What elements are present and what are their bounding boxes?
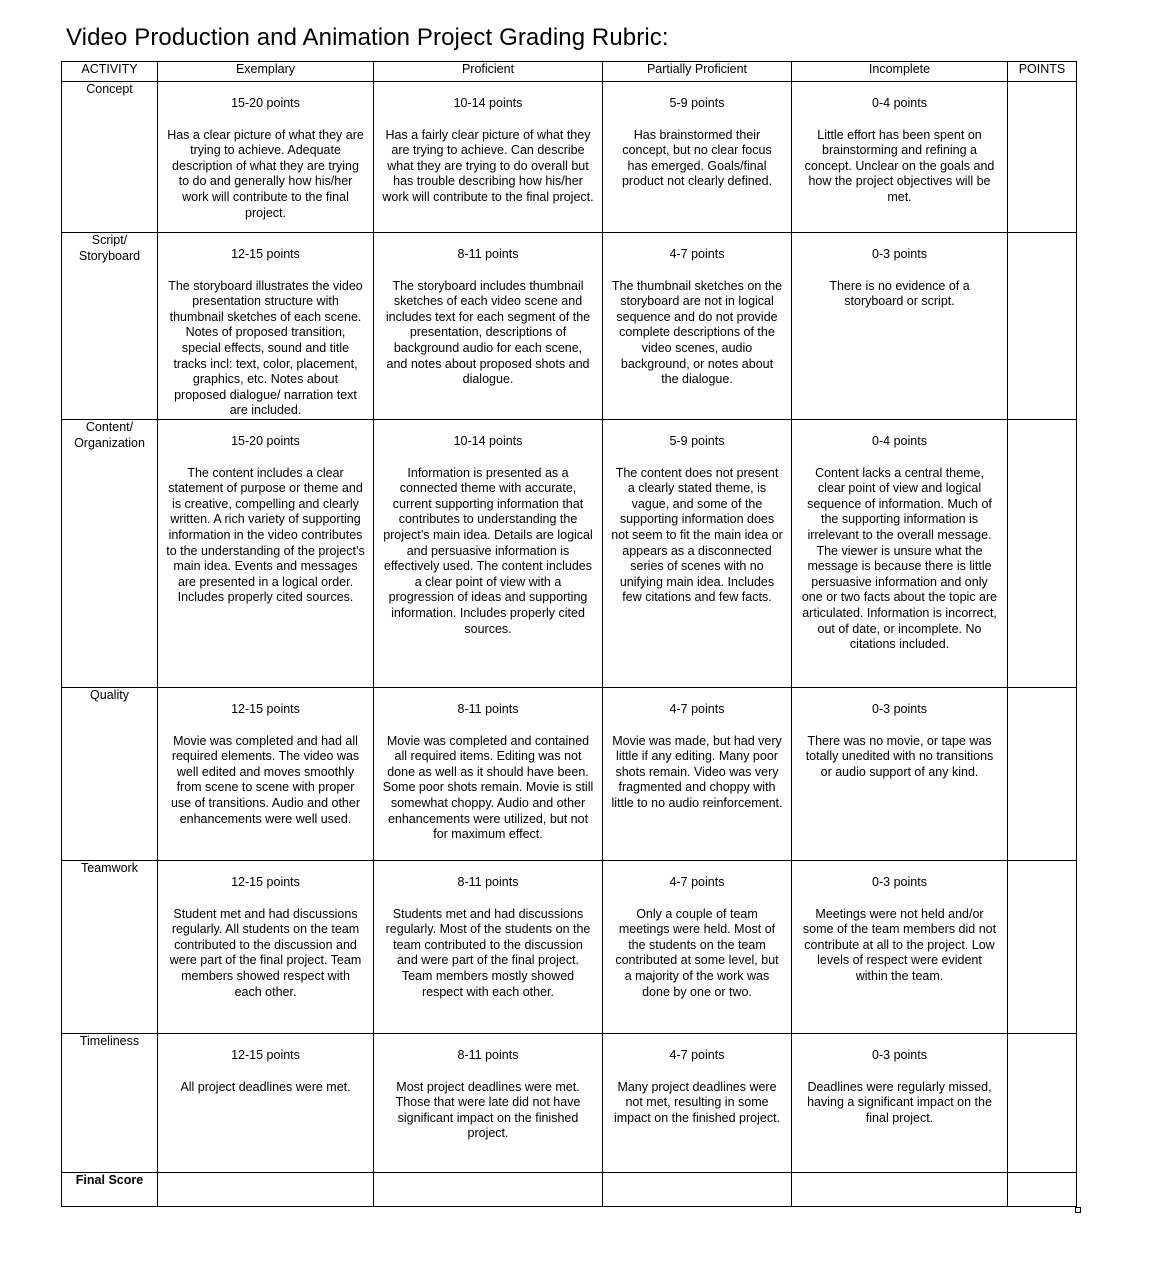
- points-range: 8-11 points: [457, 247, 519, 261]
- criteria-text: Movie was made, but had very little if any editing. Many poor shots remain. Video was very fragmented and choppy with little to no audio reinforcement.: [611, 733, 783, 810]
- criteria-text: Content lacks a central theme, clear point of view and logical sequence of information. Much of the supporting information is irrelevant to the overall message. The viewer is unsure what the message is because there is little persuasive information and only one or two facts about the topic are articulated. Information is incorrect, out of date, or incomplete. No citations included.: [801, 465, 998, 652]
- criteria-text: Student met and had discussions regularly. All students on the team contributed to the discussion and were part of the final project. Team members showed respect with each other.: [169, 906, 362, 999]
- cell-points[interactable]: [1008, 1034, 1077, 1173]
- points-range: 10-14 points: [453, 96, 523, 110]
- row-concept: [62, 82, 1077, 233]
- activity-label-line1: Content/: [85, 420, 134, 434]
- row-timeliness: [62, 1034, 1077, 1173]
- cell-points[interactable]: [1008, 420, 1077, 688]
- activity-label: [62, 233, 158, 420]
- points-range: 4-7 points: [669, 1048, 725, 1062]
- criteria-text: Has a fairly clear picture of what they are trying to achieve. Can describe what they are trying to do overall but has trouble describing how his/her work will contribute to the final project.: [382, 127, 594, 204]
- page-title: Video Production and Animation Project Grading Rubric:: [66, 24, 669, 51]
- cell-exemplary: [158, 688, 374, 861]
- cell-proficient: [374, 688, 603, 861]
- cell-final-points[interactable]: [1008, 1173, 1077, 1207]
- activity-label-line1: Script/: [91, 233, 128, 247]
- activity-label: Quality: [62, 688, 158, 861]
- rubric-table: [61, 61, 1077, 1207]
- criteria-text: Deadlines were regularly missed, having a significant impact on the final project.: [807, 1079, 992, 1125]
- cell-exemplary: [158, 420, 374, 688]
- header-points: POINTS: [1008, 62, 1077, 82]
- cell-exemplary: [158, 861, 374, 1034]
- cell-incomplete: [792, 82, 1008, 233]
- points-range: 12-15 points: [231, 702, 300, 716]
- criteria-text: Movie was completed and had all required elements. The video was well edited and moves smoothly from scene to scene with proper use of transitions. Audio and other enhancements were well used.: [170, 733, 360, 826]
- criteria-text: Information is presented as a connected theme with accurate, current supporting information that contributes to understanding the project’s main idea. Details are logical and persuasive information is effectively used. The content includes a clear point of view with a progression of ideas and supporting information. Includes properly cited sources.: [383, 465, 593, 636]
- table-resize-handle[interactable]: [1075, 1207, 1081, 1213]
- criteria-text: Meetings were not held and/or some of the team members did not contribute at all to the project. Low levels of respect were evident within the team.: [802, 906, 997, 983]
- cell-incomplete: [792, 861, 1008, 1034]
- points-range: 0-3 points: [872, 875, 927, 889]
- cell-exemplary: [158, 233, 374, 420]
- criteria-text: There is no evidence of a storyboard or script.: [829, 278, 970, 309]
- row-script-storyboard: [62, 233, 1077, 420]
- criteria-text: Only a couple of team meetings were held. Most of the students on the team contributed at some level, but a majority of the work was done by one or two.: [615, 906, 779, 999]
- criteria-text: All project deadlines were met.: [180, 1079, 351, 1094]
- criteria-text: Has brainstormed their concept, but no clear focus has emerged. Goals/final product not clearly defined.: [621, 127, 773, 189]
- header-partially-proficient: Partially Proficient: [603, 62, 792, 82]
- points-range: 12-15 points: [231, 247, 300, 261]
- cell-partially-proficient: [603, 233, 792, 420]
- points-range: 15-20 points: [231, 434, 300, 448]
- cell-proficient: [374, 233, 603, 420]
- final-score-label: Final Score: [62, 1173, 158, 1207]
- cell-proficient: [374, 420, 603, 688]
- points-range: 8-11 points: [457, 702, 519, 716]
- cell-incomplete: [792, 1034, 1008, 1173]
- cell-incomplete: [792, 688, 1008, 861]
- activity-label: Teamwork: [62, 861, 158, 1034]
- cell-incomplete: [792, 233, 1008, 420]
- criteria-text: Many project deadlines were not met, resulting in some impact on the finished project.: [613, 1079, 781, 1125]
- points-range: 0-4 points: [872, 434, 927, 448]
- activity-label-line2: Organization: [74, 435, 145, 450]
- header-row: [62, 62, 1077, 82]
- points-range: 0-4 points: [872, 96, 927, 110]
- activity-label: Timeliness: [62, 1034, 158, 1173]
- row-quality: [62, 688, 1077, 861]
- points-range: 4-7 points: [669, 702, 725, 716]
- criteria-text: Has a clear picture of what they are trying to achieve. Adequate description of what they are trying to do and generally how his/her work will contribute to the final project.: [167, 127, 364, 220]
- cell-exemplary: [158, 82, 374, 233]
- points-range: 12-15 points: [231, 875, 300, 889]
- points-range: 8-11 points: [457, 1048, 519, 1062]
- points-range: 12-15 points: [231, 1048, 300, 1062]
- criteria-text: The thumbnail sketches on the storyboard are not in logical sequence and do not provide complete descriptions of the video scenes, audio background, or notes about the dialogue.: [611, 278, 783, 387]
- cell-partially-proficient: [603, 420, 792, 688]
- row-teamwork: [62, 861, 1077, 1034]
- cell-points[interactable]: [1008, 233, 1077, 420]
- cell-final-incomplete[interactable]: [792, 1173, 1008, 1207]
- points-range: 8-11 points: [457, 875, 519, 889]
- activity-label: [62, 420, 158, 688]
- header-activity: ACTIVITY: [62, 62, 158, 82]
- row-final-score: [62, 1173, 1077, 1207]
- cell-points[interactable]: [1008, 688, 1077, 861]
- header-proficient: Proficient: [374, 62, 603, 82]
- criteria-text: Students met and had discussions regularly. Most of the students on the team contributed to the discussion and were part of the final project. Team members mostly showed respect with each other.: [385, 906, 591, 999]
- criteria-text: Most project deadlines were met. Those that were late did not have significant impact on the finished project.: [395, 1079, 581, 1141]
- cell-proficient: [374, 861, 603, 1034]
- cell-final-partially-proficient[interactable]: [603, 1173, 792, 1207]
- row-content-organization: [62, 420, 1077, 688]
- cell-points[interactable]: [1008, 861, 1077, 1034]
- criteria-text: The content does not present a clearly stated theme, is vague, and some of the supporting information does not seem to fit the main idea or appears as a disconnected series of scenes with no unifying main idea. Includes few citations and few facts.: [611, 465, 783, 605]
- points-range: 4-7 points: [669, 875, 725, 889]
- cell-final-exemplary[interactable]: [158, 1173, 374, 1207]
- points-range: 10-14 points: [453, 434, 523, 448]
- cell-final-proficient[interactable]: [374, 1173, 603, 1207]
- cell-partially-proficient: [603, 82, 792, 233]
- criteria-text: The content includes a clear statement of purpose or theme and is creative, compelling and clearly written. A rich variety of supporting information in the video contributes to the understanding of the project’s main idea. Events and messages are presented in a logical order. Includes properly cited sources.: [166, 465, 365, 605]
- cell-incomplete: [792, 420, 1008, 688]
- activity-label: Concept: [62, 82, 158, 233]
- header-incomplete: Incomplete: [792, 62, 1008, 82]
- points-range: 5-9 points: [669, 434, 725, 448]
- cell-proficient: [374, 82, 603, 233]
- header-exemplary: Exemplary: [158, 62, 374, 82]
- criteria-text: The storyboard illustrates the video presentation structure with thumbnail sketches of each scene. Notes of proposed transition, special effects, sound and title tracks incl: text, color, placement, graphics, etc. Notes about proposed dialogue/ narration text are included.: [168, 278, 363, 418]
- cell-proficient: [374, 1034, 603, 1173]
- criteria-text: Little effort has been spent on brainstorming and refining a concept. Unclear on the goals and how the project objectives will be met.: [804, 127, 995, 204]
- points-range: 5-9 points: [669, 96, 725, 110]
- cell-partially-proficient: [603, 688, 792, 861]
- cell-partially-proficient: [603, 861, 792, 1034]
- points-range: 0-3 points: [872, 247, 927, 261]
- cell-partially-proficient: [603, 1034, 792, 1173]
- points-range: 0-3 points: [872, 1048, 927, 1062]
- cell-exemplary: [158, 1034, 374, 1173]
- points-range: 4-7 points: [669, 247, 725, 261]
- points-range: 15-20 points: [231, 96, 300, 110]
- points-range: 0-3 points: [872, 702, 927, 716]
- criteria-text: The storyboard includes thumbnail sketches of each video scene and includes text for each segment of the presentation, descriptions of background audio for each scene, and notes about proposed shots and dialogue.: [385, 278, 591, 387]
- cell-points[interactable]: [1008, 82, 1077, 233]
- criteria-text: Movie was completed and contained all required items. Editing was not done as well as it should have been. Some poor shots remain. Movie is still somewhat choppy. Audio and other enhancements were utilized, but not for maximum effect.: [382, 733, 594, 842]
- activity-label-line2: Storyboard: [78, 248, 141, 263]
- criteria-text: There was no movie, or tape was totally unedited with no transitions or audio support of any kind.: [805, 733, 994, 779]
